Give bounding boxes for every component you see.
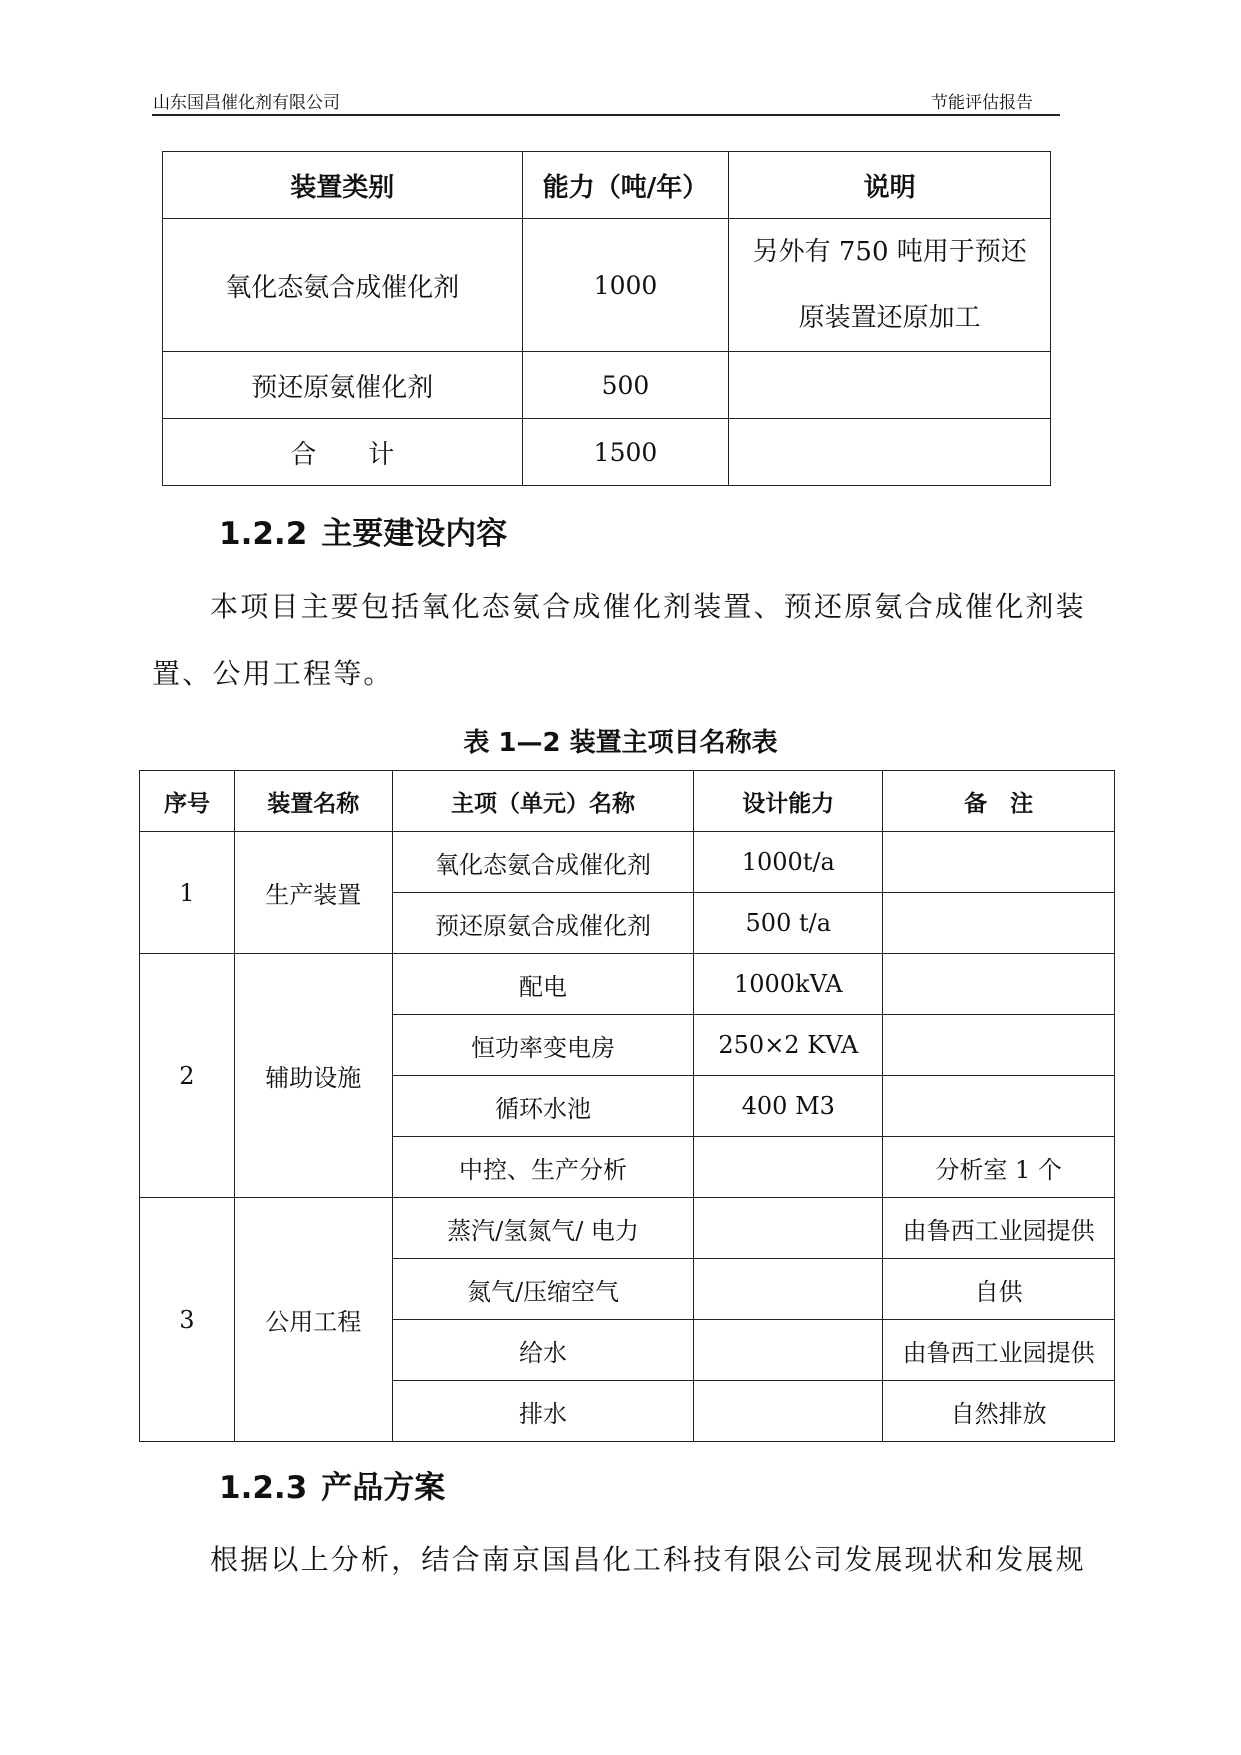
cell-remark <box>883 1076 1115 1137</box>
cell-remark: 自供 <box>883 1259 1115 1320</box>
section-heading-1-2-2 <box>219 508 507 553</box>
cell-category: 合 计 <box>163 419 523 486</box>
section-title: 产品方案 <box>321 1470 446 1506</box>
table-row <box>140 954 1115 1015</box>
cell-category: 预还原氨催化剂 <box>163 352 523 419</box>
cell-unit: 蒸汽/氢氮气/ 电力 <box>392 1198 694 1259</box>
cell-unit: 中控、生产分析 <box>392 1137 694 1198</box>
cell-unit: 氧化态氨合成催化剂 <box>392 832 694 893</box>
cell-unit: 给水 <box>392 1320 694 1381</box>
cell-capacity: 250×2 KVA <box>694 1015 883 1076</box>
table-row <box>163 219 1051 352</box>
header-category: 装置类别 <box>163 152 523 219</box>
header-report-type: 节能评估报告 <box>931 93 1033 113</box>
cell-unit: 配电 <box>392 954 694 1015</box>
cell-category: 氧化态氨合成催化剂 <box>163 219 523 352</box>
cell-capacity: 500 <box>522 352 729 419</box>
cell-no: 2 <box>140 954 235 1198</box>
table-row <box>163 352 1051 419</box>
table-row <box>140 1198 1115 1259</box>
paragraph-line: 置、公用工程等。 <box>152 657 394 690</box>
note-line-2: 原装置还原加工 <box>798 303 981 333</box>
table-header-row <box>140 771 1115 832</box>
cell-capacity <box>694 1381 883 1442</box>
cell-remark: 由鲁西工业园提供 <box>883 1320 1115 1381</box>
header-rule <box>152 114 1060 116</box>
section-heading-1-2-3 <box>219 1462 445 1507</box>
header-unit: 主项（单元）名称 <box>392 771 694 832</box>
cell-capacity: 1000t/a <box>694 832 883 893</box>
header-capacity: 能力（吨/年） <box>522 152 729 219</box>
cell-remark <box>883 893 1115 954</box>
cell-unit: 排水 <box>392 1381 694 1442</box>
cell-no: 3 <box>140 1198 235 1442</box>
cell-remark <box>883 1015 1115 1076</box>
paragraph-line: 本项目主要包括氧化态氨合成催化剂装置、预还原氨合成催化剂装 <box>210 590 1086 623</box>
cell-note <box>729 352 1051 419</box>
section-number: 1.2.3 <box>219 1470 308 1506</box>
cell-capacity <box>694 1198 883 1259</box>
cell-capacity: 1000 <box>522 219 729 352</box>
cell-unit: 预还原氨合成催化剂 <box>392 893 694 954</box>
paragraph-line: 根据以上分析，结合南京国昌化工科技有限公司发展现状和发展规 <box>210 1543 1086 1576</box>
cell-capacity: 400 M3 <box>694 1076 883 1137</box>
cell-name: 生产装置 <box>234 832 392 954</box>
table-row <box>140 832 1115 893</box>
header-capacity: 设计能力 <box>694 771 883 832</box>
cell-capacity <box>694 1137 883 1198</box>
cell-remark: 由鲁西工业园提供 <box>883 1198 1115 1259</box>
cell-no: 1 <box>140 832 235 954</box>
header-company: 山东国昌催化剂有限公司 <box>153 93 340 113</box>
cell-capacity: 1000kVA <box>694 954 883 1015</box>
section-number: 1.2.2 <box>219 516 308 552</box>
header-remark: 备 注 <box>883 771 1115 832</box>
cell-unit: 循环水池 <box>392 1076 694 1137</box>
cell-capacity <box>694 1320 883 1381</box>
table-row <box>163 419 1051 486</box>
page-header <box>153 88 1058 114</box>
cell-unit: 氮气/压缩空气 <box>392 1259 694 1320</box>
cell-remark <box>883 954 1115 1015</box>
capacity-table <box>162 151 1051 486</box>
note-line-1: 另外有 750 吨用于预还 <box>752 237 1027 267</box>
cell-remark <box>883 832 1115 893</box>
header-note: 说明 <box>729 152 1051 219</box>
table-caption: 表 1—2 装置主项目名称表 <box>463 728 778 758</box>
section-title: 主要建设内容 <box>321 516 508 552</box>
cell-name: 公用工程 <box>234 1198 392 1442</box>
cell-note <box>729 419 1051 486</box>
header-no: 序号 <box>140 771 235 832</box>
cell-note <box>729 219 1051 352</box>
cell-capacity: 1500 <box>522 419 729 486</box>
cell-remark: 自然排放 <box>883 1381 1115 1442</box>
table-header-row <box>163 152 1051 219</box>
cell-unit: 恒功率变电房 <box>392 1015 694 1076</box>
cell-capacity <box>694 1259 883 1320</box>
cell-name: 辅助设施 <box>234 954 392 1198</box>
unit-table <box>139 770 1115 1442</box>
cell-remark: 分析室 1 个 <box>883 1137 1115 1198</box>
cell-capacity: 500 t/a <box>694 893 883 954</box>
header-name: 装置名称 <box>234 771 392 832</box>
